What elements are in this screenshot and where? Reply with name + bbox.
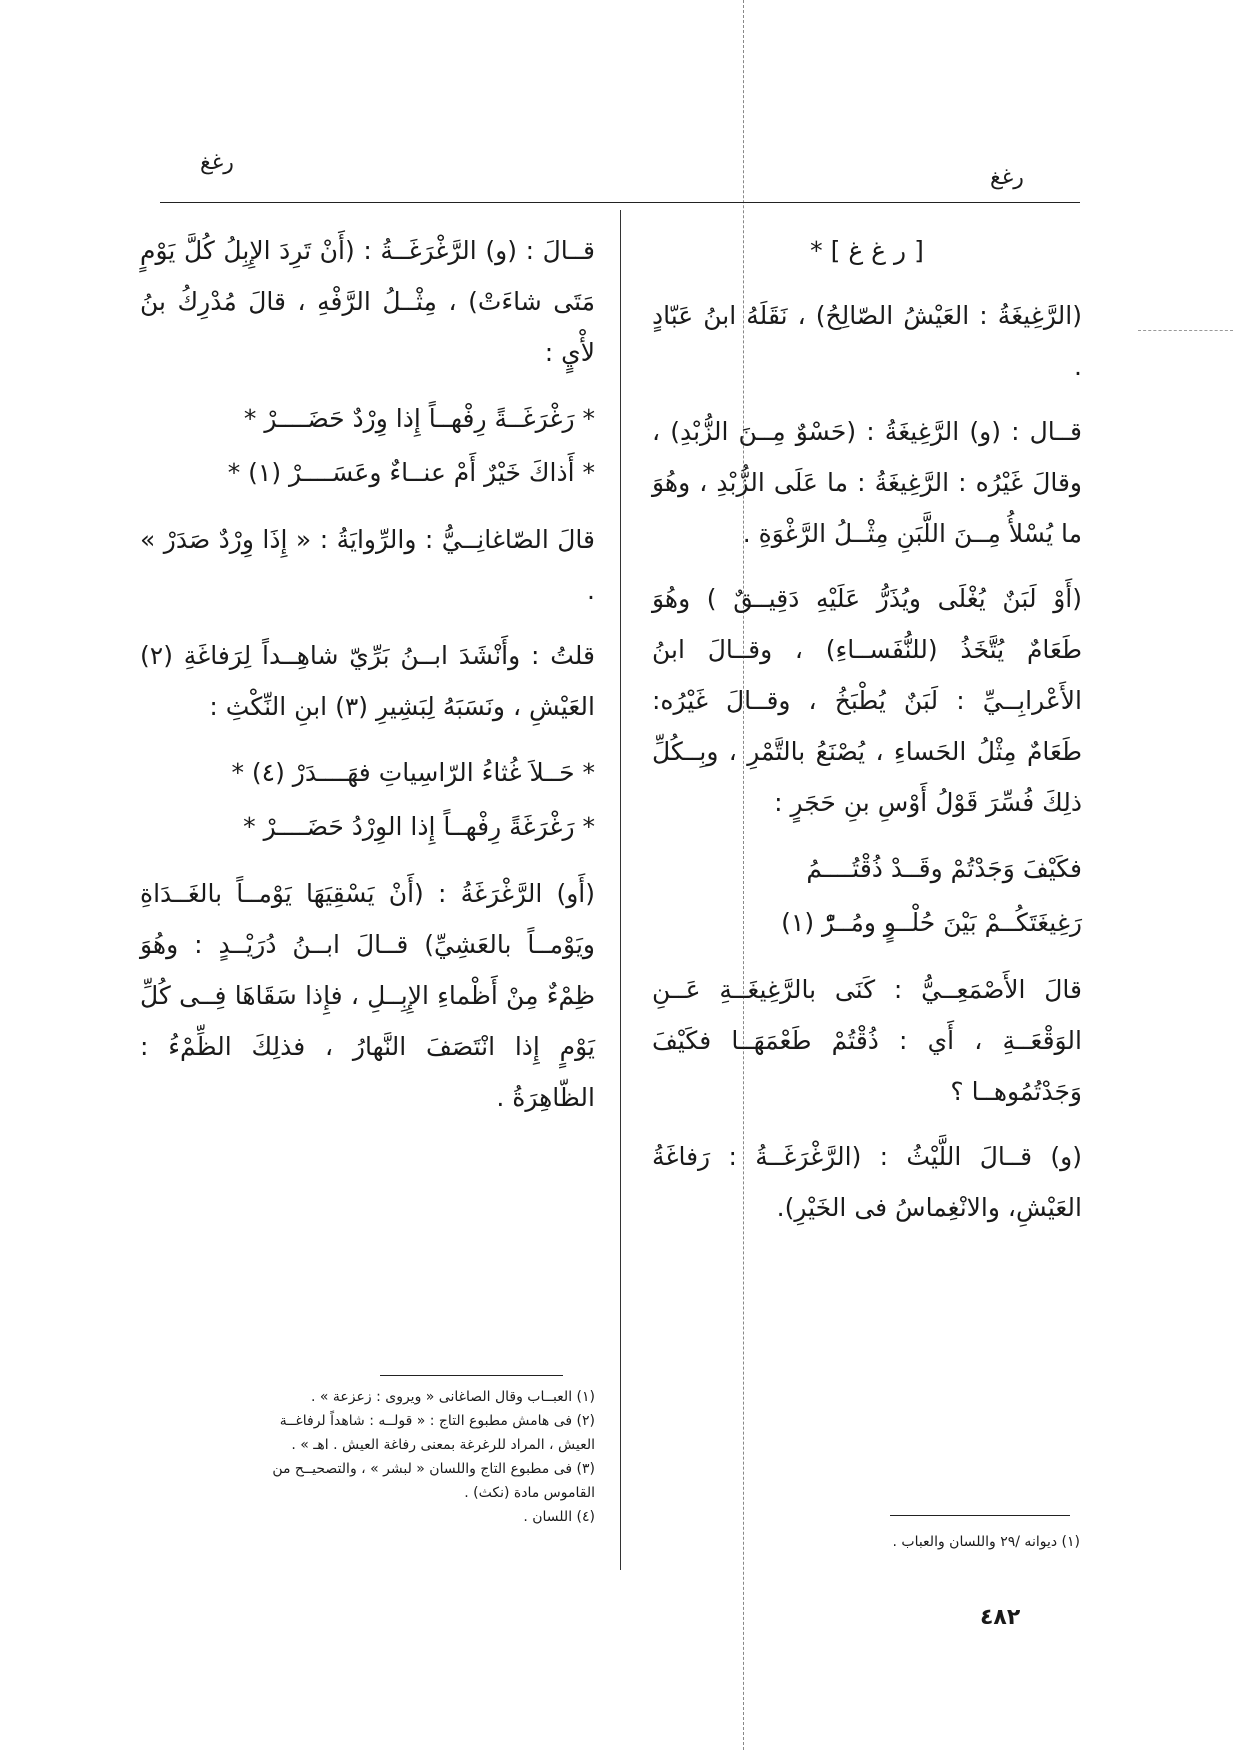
right-column (652, 225, 1082, 1247)
running-header-right: رغغ (990, 165, 1024, 190)
left-column (140, 225, 595, 1137)
left-footnotes (140, 1385, 595, 1529)
verse (140, 746, 595, 854)
paragraph: (الرَّغِيغَةُ : العَيْشُ الصّالِحُ) ، نَقَلَهُ ابنُ عَبّادٍ . (652, 301, 1082, 381)
footnote: (٣) فى مطبوع التاج واللسان « لبشر » ، والتصحيــح من (272, 1461, 595, 1477)
verse-line: * حَــلاَ غُثاءُ الرّاسِياتِ فهَــــدَرْ (٤) * (231, 758, 595, 787)
verse-line: * أَذاكَ خَيْرٌ أَمْ عنــاءٌ وعَسَــــرْ (١) * (227, 458, 595, 487)
footnote-rule (890, 1515, 1070, 1516)
scan-mark (1138, 330, 1233, 331)
entry-title: [ ر غ غ ] * (810, 236, 924, 265)
verse-line: * رَغْرَغَةً رِفْهــاً إِذا الوِرْدُ حَضَــــرْ * (243, 812, 595, 841)
paragraph: قــال : (و) الرَّغِيغَةُ : (حَسْوٌ مِــنَ الزُّبْدِ) ، وقالَ غَيْرُه : الرَّغِيغَةُ : ما عَلَى الزُّبْدِ ، وهُوَ ما يُسْلأُ مِــنَ اللَّبَنِ مِثْــلُ الرَّغْوَةِ . (652, 417, 1082, 548)
paragraph: قــالَ : (و) الرَّغْرَغَــةُ : (أَنْ تَرِدَ الإِبِلُ كُلَّ يَوْمٍ مَتَى شاءَتْ) ، مِثْــلُ الرَّفْهِ ، قالَ مُدْرِكُ بنُ لأْيٍ : (140, 236, 595, 367)
verse (140, 392, 595, 500)
paragraph: (أَوْ لَبَنٌ يُغْلَى ويُذَرُّ عَلَيْهِ دَقِيــقٌ ) وهُوَ طَعَامٌ يُتَّخَذُ (للنُّفَســاءِ) ، وقــالَ ابنُ الأَعْرابِــيِّ : لَبَنٌ يُطْبَخُ ، وقــالَ غَيْرُه: طَعَامٌ مِثْلُ الحَساءِ ، يُصْنَعُ بالتَّمْرِ ، وبِــكُلِّ ذلِكَ فُسِّرَ قَوْلُ أَوْسِ بنِ حَجَرٍ : (652, 584, 1082, 817)
paragraph: قلتُ : وأَنْشَدَ ابــنُ بَرِّيّ شاهِــداً لِرَفاغَةِ (٢) العَيْشِ ، ونَسَبَهُ لِبَشِيرِ (٣) ابنِ النِّكْثِ : (140, 641, 595, 721)
running-header-left: رغغ (200, 150, 234, 175)
paragraph: (أَو) الرَّغْرَغَةُ : (أَنْ يَسْقِيَهَا يَوْمــاً بالغَــدَاةِ ويَوْمــاً بالعَشِيِّ) قــالَ ابــنُ دُرَيْــدٍ : وهُوَ ظِمْءٌ مِنْ أَظْماءِ الإِبِــلِ ، فإِذا سَقَاهَا فِــى كُلِّ يَوْمٍ إِذا انْتَصَفَ النَّهارُ ، فذلِكَ الظِّمْءُ : الظّاهِرَةُ . (140, 879, 595, 1112)
verse-line: فكَيْفَ وَجَدْتُمْ وقَــدْ ذُقْتُــــمُ (806, 854, 1082, 883)
footnote: (٤) اللسان . (523, 1509, 595, 1525)
verse-line: رَغِيغَتَكُــمْ بَيْنَ حُلْــوٍ ومُــرّْ (١) (781, 908, 1082, 937)
verse-line: * رَغْرَغَــةً رِفْهــاً إِذا وِرْدٌ حَضَــــرْ * (243, 404, 595, 433)
footnote-rule (380, 1375, 563, 1376)
paragraph: قالَ الصّاغانِــيُّ : والرِّوايَةُ : « إِذَا وِرْدٌ صَدَرْ » . (140, 525, 595, 605)
footnote: القاموس مادة (نكث) . (464, 1485, 595, 1501)
footnote: العيش ، المراد للرغرغة بمعنى رفاغة العيش . اهـ » . (291, 1437, 595, 1453)
footnote: (٢) فى هامش مطبوع التاج : « قولــه : شاهداً لرفاغــة (279, 1413, 595, 1429)
verse (652, 842, 1082, 950)
footnote: (١) العبــاب وقال الصاغانى « ويروى : زعزعة » . (311, 1389, 595, 1405)
page-number: ٤٨٢ (980, 1605, 1021, 1630)
footnote: (١) ديوانه /٢٩ واللسان والعباب . (892, 1534, 1080, 1550)
column-divider (620, 210, 621, 1570)
paragraph: (و) قــالَ اللَّيْثُ : (الرَّغْرَغَــةُ : رَفاغَةُ العَيْشِ، والانْغِماسُ فى الخَيْرِ). (652, 1142, 1082, 1222)
right-footnotes (780, 1530, 1080, 1554)
paragraph: قالَ الأَصْمَعِــيُّ : كَنَى بالرَّغِيغَــةِ عَــنِ الوَقْعَــةِ ، أَي : ذُقْتُمْ طَعْمَهَــا فكَيْفَ وَجَدْتُمُوهــا ؟ (652, 975, 1082, 1106)
header-rule (160, 202, 1080, 203)
